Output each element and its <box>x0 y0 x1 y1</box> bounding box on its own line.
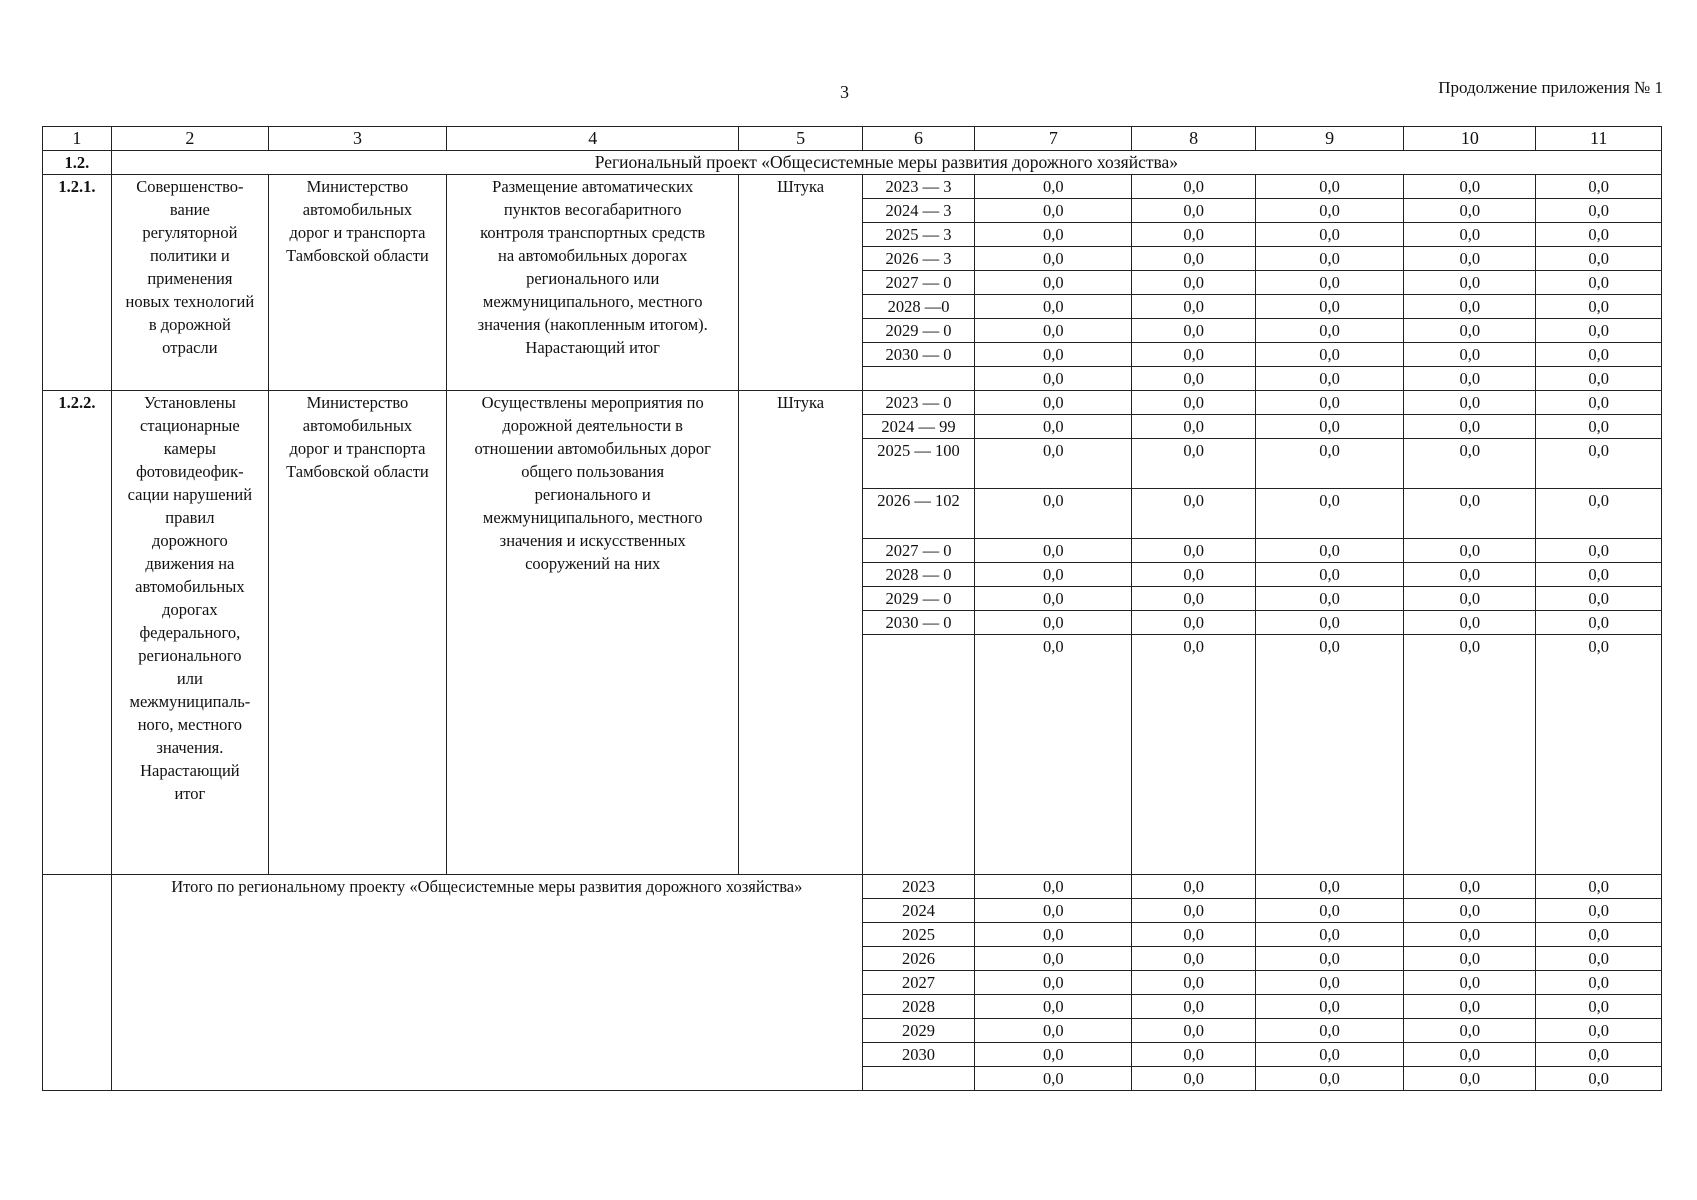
total-amount-cell: 0,0 <box>1404 923 1536 947</box>
year-value-cell: 2029 — 0 <box>862 587 974 611</box>
amount-cell: 0,0 <box>1536 489 1662 539</box>
amount-cell: 0,0 <box>975 415 1132 439</box>
amount-cell: 0,0 <box>1255 343 1403 367</box>
total-amount-cell: 0,0 <box>1255 923 1403 947</box>
amount-cell: 0,0 <box>1132 319 1255 343</box>
year-value-cell: 2024 — 3 <box>862 199 974 223</box>
total-amount-cell: 0,0 <box>1255 1019 1403 1043</box>
amount-cell: 0,0 <box>1536 439 1662 489</box>
item-unit: Штука <box>739 391 862 875</box>
total-amount-cell: 0,0 <box>975 1043 1132 1067</box>
year-value-cell: 2030 — 0 <box>862 611 974 635</box>
total-amount-cell: 0,0 <box>1404 899 1536 923</box>
amount-cell: 0,0 <box>1132 563 1255 587</box>
item-name: Установлены стационарные камеры фотовидеофик- сации нарушений правил дорожного движения на автомобильных дорогах федерального, регионального или межмуниципаль- ного, местного значения. Нарастающий итог <box>111 391 268 875</box>
total-year-cell <box>862 1067 974 1091</box>
amount-cell: 0,0 <box>1132 367 1255 391</box>
amount-cell: 0,0 <box>1255 367 1403 391</box>
amount-cell: 0,0 <box>1536 199 1662 223</box>
amount-cell: 0,0 <box>1132 247 1255 271</box>
total-year-cell: 2023 <box>862 875 974 899</box>
amount-cell: 0,0 <box>1536 563 1662 587</box>
amount-cell: 0,0 <box>1536 367 1662 391</box>
year-value-cell: 2028 — 0 <box>862 563 974 587</box>
year-value-cell <box>862 367 974 391</box>
amount-cell: 0,0 <box>1132 415 1255 439</box>
amount-cell: 0,0 <box>1404 391 1536 415</box>
year-value-cell: 2024 — 99 <box>862 415 974 439</box>
total-amount-cell: 0,0 <box>1255 1043 1403 1067</box>
total-amount-cell: 0,0 <box>975 1067 1132 1091</box>
amount-cell: 0,0 <box>975 199 1132 223</box>
section-index: 1.2. <box>43 151 112 175</box>
amount-cell: 0,0 <box>1404 611 1536 635</box>
amount-cell: 0,0 <box>1404 175 1536 199</box>
amount-cell: 0,0 <box>1404 343 1536 367</box>
year-value-cell: 2029 — 0 <box>862 319 974 343</box>
amount-cell: 0,0 <box>1404 539 1536 563</box>
amount-cell: 0,0 <box>1132 635 1255 875</box>
amount-cell: 0,0 <box>1536 319 1662 343</box>
year-value-cell: 2030 — 0 <box>862 343 974 367</box>
total-year-cell: 2025 <box>862 923 974 947</box>
total-amount-cell: 0,0 <box>975 995 1132 1019</box>
total-year-cell: 2030 <box>862 1043 974 1067</box>
year-value-cell: 2028 —0 <box>862 295 974 319</box>
total-amount-cell: 0,0 <box>975 1019 1132 1043</box>
amount-cell: 0,0 <box>975 539 1132 563</box>
total-year-cell: 2028 <box>862 995 974 1019</box>
amount-cell: 0,0 <box>1255 271 1403 295</box>
amount-cell: 0,0 <box>1255 611 1403 635</box>
amount-cell: 0,0 <box>975 223 1132 247</box>
amount-cell: 0,0 <box>1132 587 1255 611</box>
total-amount-cell: 0,0 <box>1132 1043 1255 1067</box>
appendix-table <box>42 126 1662 1091</box>
total-amount-cell: 0,0 <box>1404 971 1536 995</box>
total-amount-cell: 0,0 <box>1536 1043 1662 1067</box>
total-amount-cell: 0,0 <box>975 947 1132 971</box>
column-number-cell: 5 <box>739 127 862 151</box>
total-amount-cell: 0,0 <box>1255 899 1403 923</box>
amount-cell: 0,0 <box>975 247 1132 271</box>
amount-cell: 0,0 <box>1255 587 1403 611</box>
total-amount-cell: 0,0 <box>975 971 1132 995</box>
amount-cell: 0,0 <box>1255 489 1403 539</box>
amount-cell: 0,0 <box>1536 343 1662 367</box>
amount-cell: 0,0 <box>1404 367 1536 391</box>
total-amount-cell: 0,0 <box>1132 875 1255 899</box>
amount-cell: 0,0 <box>1132 539 1255 563</box>
item-index: 1.2.1. <box>43 175 112 391</box>
total-amount-cell: 0,0 <box>975 899 1132 923</box>
total-amount-cell: 0,0 <box>1404 1019 1536 1043</box>
table-row <box>43 391 1662 415</box>
amount-cell: 0,0 <box>975 319 1132 343</box>
column-number-row <box>43 127 1662 151</box>
amount-cell: 0,0 <box>975 295 1132 319</box>
amount-cell: 0,0 <box>1132 271 1255 295</box>
total-amount-cell: 0,0 <box>1255 947 1403 971</box>
amount-cell: 0,0 <box>1404 415 1536 439</box>
amount-cell: 0,0 <box>1404 199 1536 223</box>
item-executor: Министерство автомобильных дорог и транспорта Тамбовской области <box>268 391 446 875</box>
amount-cell: 0,0 <box>1255 439 1403 489</box>
amount-cell: 0,0 <box>1255 175 1403 199</box>
amount-cell: 0,0 <box>1132 391 1255 415</box>
total-amount-cell: 0,0 <box>1132 947 1255 971</box>
amount-cell: 0,0 <box>1536 635 1662 875</box>
total-amount-cell: 0,0 <box>975 875 1132 899</box>
amount-cell: 0,0 <box>1536 415 1662 439</box>
amount-cell: 0,0 <box>1255 391 1403 415</box>
item-name: Совершенство- вание регуляторной политики и применения новых технологий в дорожной отрасли <box>111 175 268 391</box>
column-number-cell: 3 <box>268 127 446 151</box>
amount-cell: 0,0 <box>1404 439 1536 489</box>
amount-cell: 0,0 <box>1536 295 1662 319</box>
item-index: 1.2.2. <box>43 391 112 875</box>
total-amount-cell: 0,0 <box>1536 995 1662 1019</box>
column-number-cell: 8 <box>1132 127 1255 151</box>
amount-cell: 0,0 <box>1536 611 1662 635</box>
amount-cell: 0,0 <box>1132 175 1255 199</box>
column-number-cell: 7 <box>975 127 1132 151</box>
total-amount-cell: 0,0 <box>1536 1019 1662 1043</box>
total-amount-cell: 0,0 <box>1536 971 1662 995</box>
total-label: Итого по региональному проекту «Общесистемные меры развития дорожного хозяйства» <box>111 875 862 1091</box>
amount-cell: 0,0 <box>1255 319 1403 343</box>
column-number-cell: 1 <box>43 127 112 151</box>
year-value-cell: 2026 — 3 <box>862 247 974 271</box>
amount-cell: 0,0 <box>1404 223 1536 247</box>
total-amount-cell: 0,0 <box>1536 875 1662 899</box>
amount-cell: 0,0 <box>975 391 1132 415</box>
amount-cell: 0,0 <box>1132 439 1255 489</box>
section-title: Региональный проект «Общесистемные меры развития дорожного хозяйства» <box>111 151 1661 175</box>
amount-cell: 0,0 <box>1132 199 1255 223</box>
total-amount-cell: 0,0 <box>1404 1043 1536 1067</box>
amount-cell: 0,0 <box>1536 539 1662 563</box>
total-year-cell: 2024 <box>862 899 974 923</box>
total-index <box>43 875 112 1091</box>
amount-cell: 0,0 <box>1132 343 1255 367</box>
column-number-cell: 2 <box>111 127 268 151</box>
amount-cell: 0,0 <box>975 489 1132 539</box>
amount-cell: 0,0 <box>1404 635 1536 875</box>
total-row <box>43 875 1662 899</box>
amount-cell: 0,0 <box>1404 247 1536 271</box>
total-year-cell: 2027 <box>862 971 974 995</box>
amount-cell: 0,0 <box>1404 319 1536 343</box>
amount-cell: 0,0 <box>1255 295 1403 319</box>
total-amount-cell: 0,0 <box>1404 875 1536 899</box>
page-number: 3 <box>840 82 849 102</box>
amount-cell: 0,0 <box>1255 223 1403 247</box>
amount-cell: 0,0 <box>1536 391 1662 415</box>
amount-cell: 0,0 <box>1255 199 1403 223</box>
amount-cell: 0,0 <box>1255 635 1403 875</box>
year-value-cell: 2023 — 3 <box>862 175 974 199</box>
item-result: Размещение автоматических пунктов весогабаритного контроля транспортных средств на автомобильных дорогах регионального или межмуниципального, местного значения (накопленным итогом). Нарастающий итог <box>446 175 739 391</box>
year-value-cell: 2023 — 0 <box>862 391 974 415</box>
total-amount-cell: 0,0 <box>1404 1067 1536 1091</box>
total-amount-cell: 0,0 <box>1536 1067 1662 1091</box>
total-amount-cell: 0,0 <box>1132 1019 1255 1043</box>
total-amount-cell: 0,0 <box>975 923 1132 947</box>
amount-cell: 0,0 <box>1536 247 1662 271</box>
amount-cell: 0,0 <box>975 635 1132 875</box>
item-unit: Штука <box>739 175 862 391</box>
year-value-cell: 2025 — 100 <box>862 439 974 489</box>
amount-cell: 0,0 <box>1255 539 1403 563</box>
total-amount-cell: 0,0 <box>1536 899 1662 923</box>
table-row <box>43 175 1662 199</box>
amount-cell: 0,0 <box>1132 223 1255 247</box>
year-value-cell: 2027 — 0 <box>862 271 974 295</box>
total-amount-cell: 0,0 <box>1255 995 1403 1019</box>
amount-cell: 0,0 <box>1132 489 1255 539</box>
column-number-cell: 11 <box>1536 127 1662 151</box>
amount-cell: 0,0 <box>1404 271 1536 295</box>
total-year-cell: 2029 <box>862 1019 974 1043</box>
amount-cell: 0,0 <box>975 343 1132 367</box>
column-number-cell: 4 <box>446 127 739 151</box>
amount-cell: 0,0 <box>1404 295 1536 319</box>
amount-cell: 0,0 <box>1255 415 1403 439</box>
amount-cell: 0,0 <box>1536 175 1662 199</box>
year-value-cell <box>862 635 974 875</box>
total-amount-cell: 0,0 <box>1536 923 1662 947</box>
total-amount-cell: 0,0 <box>1255 1067 1403 1091</box>
amount-cell: 0,0 <box>975 563 1132 587</box>
amount-cell: 0,0 <box>975 367 1132 391</box>
total-amount-cell: 0,0 <box>1132 923 1255 947</box>
year-value-cell: 2026 — 102 <box>862 489 974 539</box>
amount-cell: 0,0 <box>975 271 1132 295</box>
amount-cell: 0,0 <box>1536 587 1662 611</box>
total-amount-cell: 0,0 <box>1132 971 1255 995</box>
total-amount-cell: 0,0 <box>1536 947 1662 971</box>
amount-cell: 0,0 <box>1132 295 1255 319</box>
amount-cell: 0,0 <box>1132 611 1255 635</box>
year-value-cell: 2027 — 0 <box>862 539 974 563</box>
column-number-cell: 10 <box>1404 127 1536 151</box>
amount-cell: 0,0 <box>1536 223 1662 247</box>
amount-cell: 0,0 <box>1255 247 1403 271</box>
total-amount-cell: 0,0 <box>1404 947 1536 971</box>
total-amount-cell: 0,0 <box>1132 995 1255 1019</box>
amount-cell: 0,0 <box>1536 271 1662 295</box>
total-amount-cell: 0,0 <box>1132 1067 1255 1091</box>
section-row <box>43 151 1662 175</box>
amount-cell: 0,0 <box>975 611 1132 635</box>
amount-cell: 0,0 <box>975 587 1132 611</box>
total-amount-cell: 0,0 <box>1404 995 1536 1019</box>
total-amount-cell: 0,0 <box>1255 971 1403 995</box>
appendix-continuation-note: Продолжение приложения № 1 <box>1438 78 1663 97</box>
total-year-cell: 2026 <box>862 947 974 971</box>
amount-cell: 0,0 <box>1404 489 1536 539</box>
amount-cell: 0,0 <box>975 439 1132 489</box>
column-number-cell: 9 <box>1255 127 1403 151</box>
amount-cell: 0,0 <box>975 175 1132 199</box>
amount-cell: 0,0 <box>1404 587 1536 611</box>
amount-cell: 0,0 <box>1404 563 1536 587</box>
total-amount-cell: 0,0 <box>1132 899 1255 923</box>
year-value-cell: 2025 — 3 <box>862 223 974 247</box>
amount-cell: 0,0 <box>1255 563 1403 587</box>
item-result: Осуществлены мероприятия по дорожной деятельности в отношении автомобильных дорог общего пользования регионального и межмуниципального, местного значения и искусственных сооружений на них <box>446 391 739 875</box>
total-amount-cell: 0,0 <box>1255 875 1403 899</box>
column-number-cell: 6 <box>862 127 974 151</box>
item-executor: Министерство автомобильных дорог и транспорта Тамбовской области <box>268 175 446 391</box>
